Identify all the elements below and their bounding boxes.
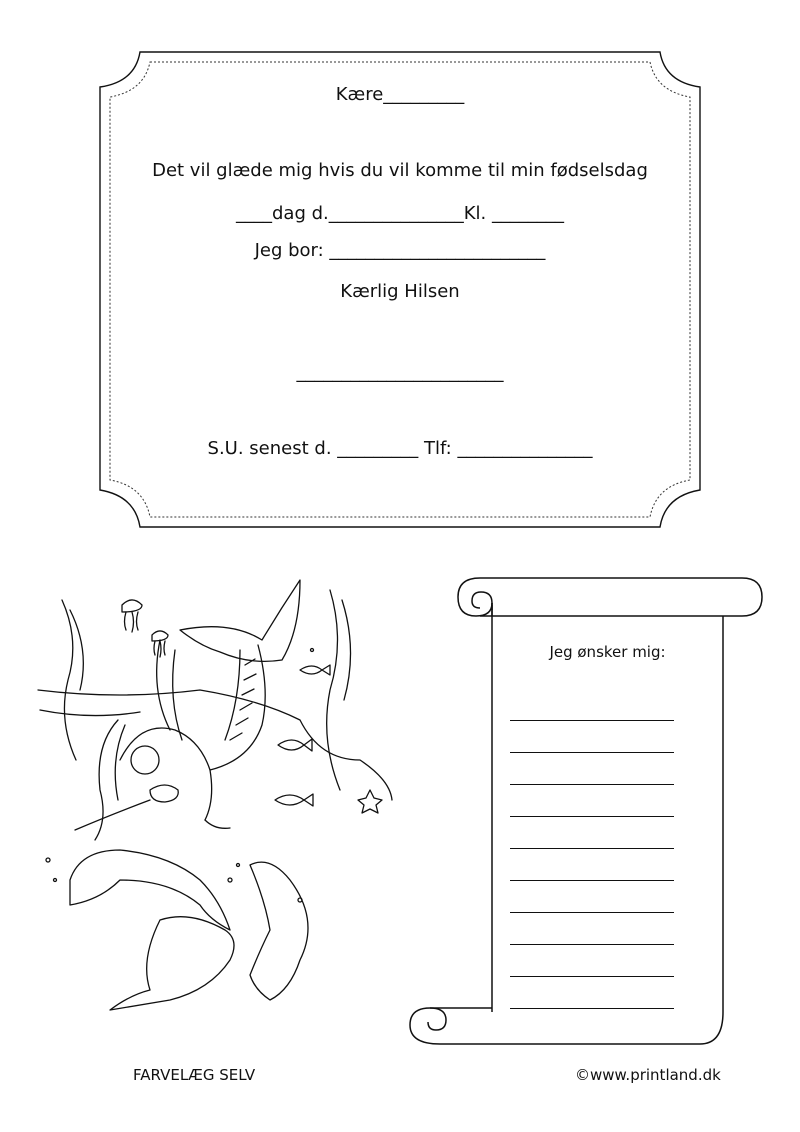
rsvp-line: S.U. senest d. _________ Tlf: _______________ — [207, 438, 593, 459]
footer-website: ©www.printland.dk — [575, 1066, 721, 1084]
address-line: Jeg bor: ________________________ — [254, 240, 546, 261]
invite-text: Det vil glæde mig hvis du vil komme til min fødselsdag — [152, 160, 648, 181]
greeting-text: Kære_________ — [335, 84, 465, 105]
wishlist-title: Jeg ønsker mig: — [549, 643, 666, 661]
signature-line: _______________________ — [296, 362, 504, 383]
date-time-line: ____dag d._______________Kl. ________ — [236, 203, 564, 224]
footer-color-yourself: FARVELÆG SELV — [133, 1066, 256, 1084]
closing-text: Kærlig Hilsen — [340, 281, 460, 302]
